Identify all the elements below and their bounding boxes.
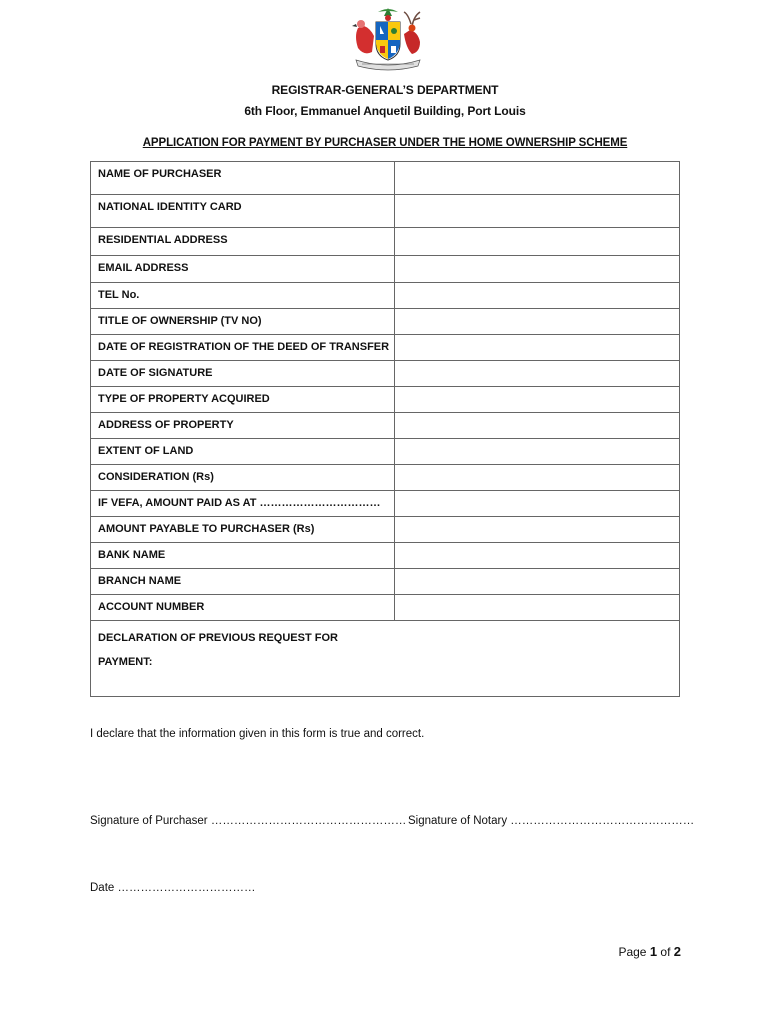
declaration-label-line1: DECLARATION OF PREVIOUS REQUEST FOR	[98, 632, 338, 644]
amount-payable-field[interactable]	[395, 517, 680, 543]
page-number	[618, 944, 681, 959]
form-row	[91, 595, 680, 621]
date-of-signature-field[interactable]	[395, 361, 680, 387]
email-address-field[interactable]	[395, 256, 680, 283]
field-label-title-of-ownership: TITLE OF OWNERSHIP (TV NO)	[91, 309, 395, 335]
form-row	[91, 256, 680, 283]
form-title: APPLICATION FOR PAYMENT BY PURCHASER UNDER THE HOME OWNERSHIP SCHEME	[142, 137, 628, 149]
field-label-tel-no: TEL No.	[91, 283, 395, 309]
field-label-residential-address: RESIDENTIAL ADDRESS	[91, 228, 395, 256]
page-of-label: of	[660, 945, 671, 959]
form-row	[91, 517, 680, 543]
field-label-name-of-purchaser: NAME OF PURCHASER	[91, 162, 395, 195]
coat-of-arms-icon	[348, 6, 428, 72]
field-label-date-of-registration: DATE OF REGISTRATION OF THE DEED OF TRANSFER	[91, 335, 395, 361]
page-label: Page	[618, 945, 647, 959]
form-row	[91, 491, 680, 517]
account-number-field[interactable]	[395, 595, 680, 621]
page-total: 2	[673, 944, 681, 959]
declaration-previous-request-field[interactable]	[91, 621, 680, 697]
field-label-account-number: ACCOUNT NUMBER	[91, 595, 395, 621]
consideration-field[interactable]	[395, 465, 680, 491]
type-of-property-field[interactable]	[395, 387, 680, 413]
form-row	[91, 335, 680, 361]
field-label-consideration: CONSIDERATION (Rs)	[91, 465, 395, 491]
field-label-date-of-signature: DATE OF SIGNATURE	[91, 361, 395, 387]
form-row	[91, 569, 680, 595]
residential-address-field[interactable]	[395, 228, 680, 256]
field-label-email-address: EMAIL ADDRESS	[91, 256, 395, 283]
national-identity-card-field[interactable]	[395, 195, 680, 228]
form-row	[91, 387, 680, 413]
date-line[interactable]: Date ………………………………	[90, 882, 256, 894]
form-row	[91, 309, 680, 335]
field-label-bank-name: BANK NAME	[91, 543, 395, 569]
application-form-table	[90, 161, 680, 697]
department-name: REGISTRAR-GENERAL’S DEPARTMENT	[271, 83, 499, 97]
field-label-amount-payable: AMOUNT PAYABLE TO PURCHASER (Rs)	[91, 517, 395, 543]
title-of-ownership-field[interactable]	[395, 309, 680, 335]
form-row	[91, 361, 680, 387]
declaration-label-line2: PAYMENT:	[98, 656, 153, 668]
date-of-registration-field[interactable]	[395, 335, 680, 361]
signature-notary-line[interactable]: Signature of Notary …………………………………………	[408, 815, 695, 827]
form-row	[91, 465, 680, 491]
form-row	[91, 439, 680, 465]
field-label-type-of-property: TYPE OF PROPERTY ACQUIRED	[91, 387, 395, 413]
form-row	[91, 621, 680, 697]
form-row	[91, 162, 680, 195]
form-row	[91, 228, 680, 256]
form-row	[91, 283, 680, 309]
branch-name-field[interactable]	[395, 569, 680, 595]
field-label-vefa-amount-paid: IF VEFA, AMOUNT PAID AS AT ……………………………	[91, 491, 395, 517]
vefa-amount-paid-field[interactable]	[395, 491, 680, 517]
field-label-branch-name: BRANCH NAME	[91, 569, 395, 595]
form-row	[91, 195, 680, 228]
form-row	[91, 413, 680, 439]
extent-of-land-field[interactable]	[395, 439, 680, 465]
declaration-statement: I declare that the information given in this form is true and correct.	[90, 728, 425, 740]
field-label-extent-of-land: EXTENT OF LAND	[91, 439, 395, 465]
bank-name-field[interactable]	[395, 543, 680, 569]
department-address: 6th Floor, Emmanuel Anquetil Building, Port Louis	[244, 104, 526, 118]
tel-no-field[interactable]	[395, 283, 680, 309]
name-of-purchaser-field[interactable]	[395, 162, 680, 195]
field-label-national-identity-card: NATIONAL IDENTITY CARD	[91, 195, 395, 228]
address-of-property-field[interactable]	[395, 413, 680, 439]
form-row	[91, 543, 680, 569]
signature-purchaser-line[interactable]: Signature of Purchaser ……………………………………………	[90, 815, 407, 827]
field-label-address-of-property: ADDRESS OF PROPERTY	[91, 413, 395, 439]
page-current: 1	[649, 944, 658, 959]
